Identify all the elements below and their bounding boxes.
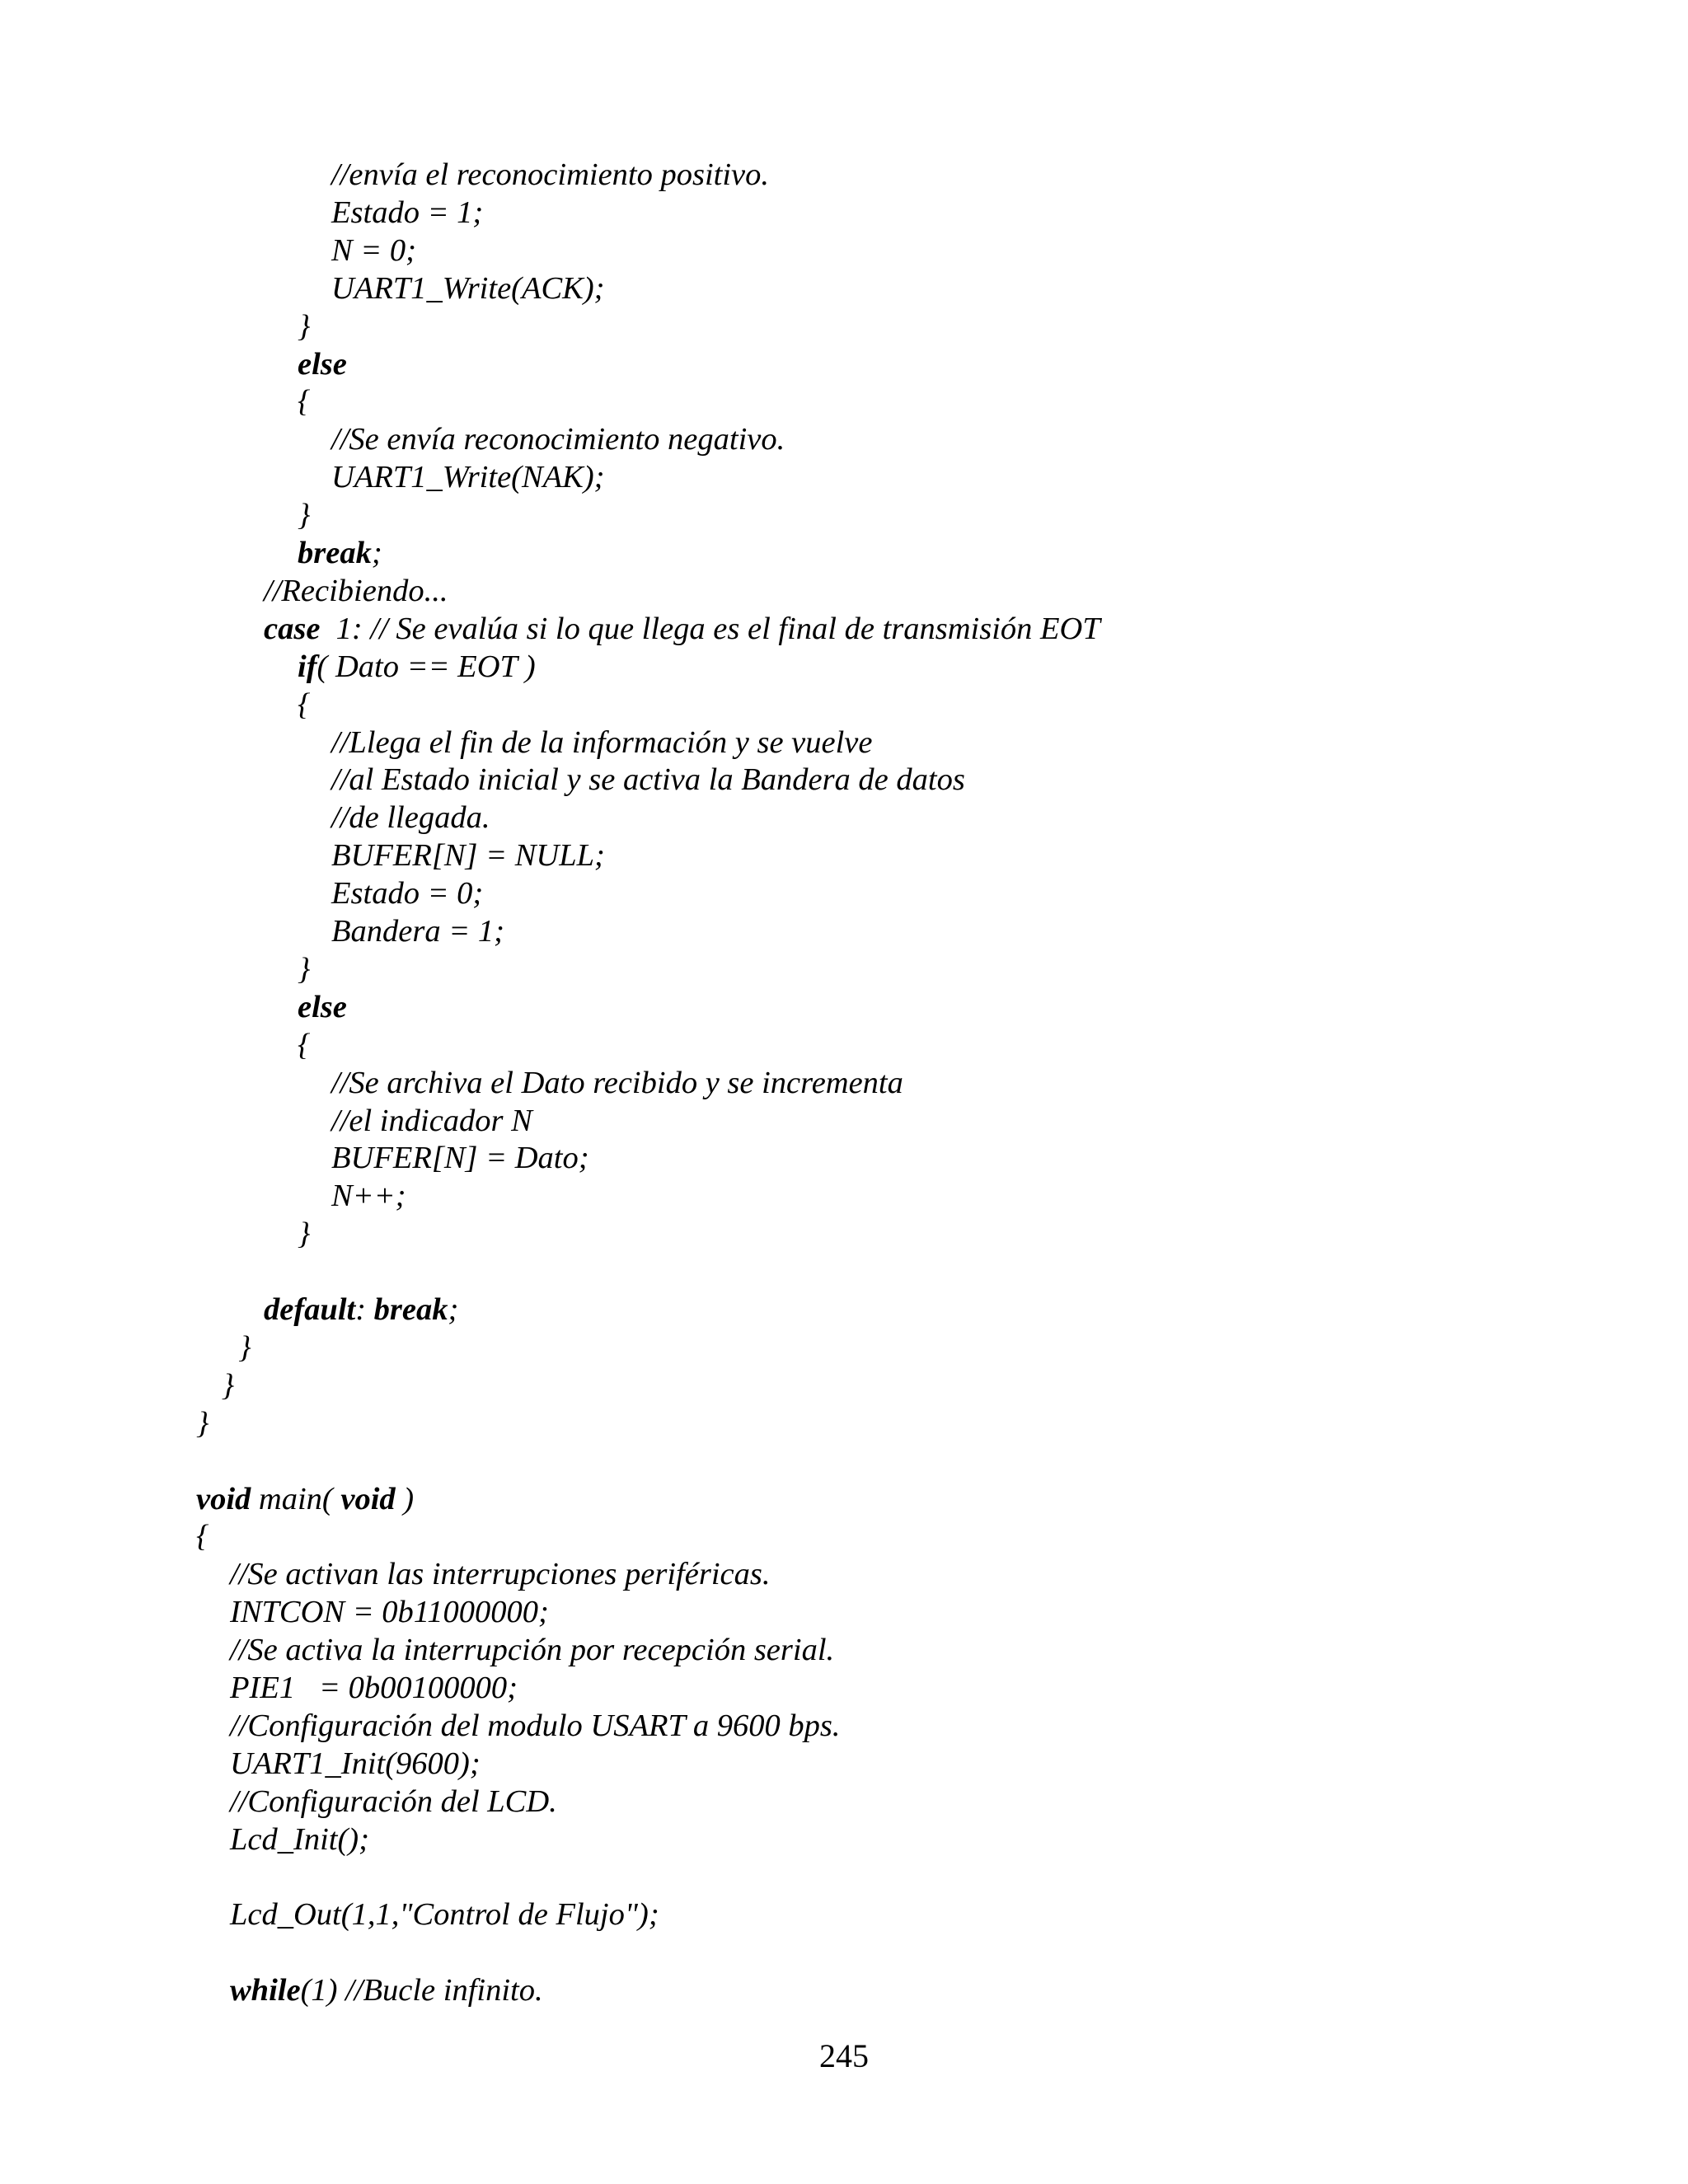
- code-line: [331, 156, 769, 194]
- code-line: [230, 1896, 659, 1933]
- code-text: main(: [251, 1481, 341, 1516]
- code-line: [230, 1669, 518, 1707]
- code-line: [331, 912, 504, 950]
- code-line: [298, 496, 310, 534]
- code-text: INTCON = 0b11000000;: [230, 1595, 549, 1630]
- code-line: [230, 1783, 557, 1821]
- code-keyword: else: [298, 346, 347, 382]
- code-text: Estado = 0;: [331, 876, 484, 912]
- code-keyword: break: [298, 536, 372, 570]
- code-text: //Se archiva el Dato recibido y se incrementa: [331, 1065, 903, 1100]
- code-text: }: [298, 498, 311, 533]
- code-text: BUFER[N] = Dato;: [331, 1141, 589, 1176]
- code-line: [331, 232, 416, 269]
- code-line: [331, 874, 483, 912]
- code-text: Bandera = 1;: [331, 914, 504, 949]
- code-line: [331, 761, 965, 799]
- code-line: [331, 837, 605, 874]
- code-line: [298, 1215, 310, 1253]
- code-text: //de llegada.: [331, 800, 490, 836]
- code-text: N = 0;: [331, 232, 416, 268]
- code-keyword: case: [264, 611, 321, 646]
- code-line: [230, 1821, 369, 1858]
- code-line: [238, 1329, 251, 1366]
- code-line: [196, 1480, 414, 1518]
- code-text: //Se activan las interrupciones periféricas.: [230, 1557, 771, 1592]
- code-line: [331, 1064, 903, 1102]
- code-text: }: [298, 1216, 311, 1252]
- code-line: [331, 799, 490, 837]
- code-text: 1: // Se evalúa si lo que llega es el final de transmisión EOT: [320, 611, 1100, 646]
- code-line: [331, 1102, 532, 1140]
- code-text: Lcd_Out(1,1,"Control de Flujo");: [230, 1897, 659, 1933]
- code-line: [196, 1404, 209, 1442]
- code-text: //Recibiendo...: [264, 573, 448, 608]
- code-text: {: [196, 1519, 209, 1554]
- code-line: [331, 1177, 406, 1215]
- code-text: }: [298, 308, 311, 344]
- code-line: [230, 1745, 481, 1783]
- code-text: {: [298, 1027, 311, 1062]
- code-text: //Configuración del modulo USART a 9600 bps.: [230, 1708, 841, 1743]
- code-keyword: void: [340, 1481, 396, 1516]
- code-line: [264, 572, 448, 610]
- code-line: [331, 420, 785, 458]
- code-line: [264, 610, 1100, 648]
- code-text: N++;: [331, 1179, 406, 1214]
- code-text: UART1_Write(NAK);: [331, 460, 605, 495]
- code-line: [230, 1707, 840, 1745]
- code-line: [298, 307, 310, 345]
- code-text: Estado = 1;: [331, 194, 484, 230]
- code-line: [331, 194, 483, 232]
- code-keyword: while: [230, 1973, 301, 2008]
- code-text: }: [298, 951, 311, 987]
- code-text: UART1_Write(ACK);: [331, 270, 605, 306]
- page-number: 245: [819, 2037, 869, 2074]
- code-line: [331, 458, 605, 496]
- code-text: {: [298, 384, 311, 419]
- code-line: [298, 1026, 310, 1064]
- code-text: PIE1 = 0b00100000;: [230, 1671, 518, 1705]
- code-text: }: [238, 1329, 251, 1365]
- code-line: [298, 382, 310, 420]
- code-line: [298, 686, 310, 724]
- code-text: //Se envía reconocimiento negativo.: [331, 422, 785, 457]
- code-line: [230, 1631, 834, 1669]
- code-text: //envía el reconocimiento positivo.: [331, 157, 770, 192]
- code-keyword: if: [298, 649, 317, 684]
- code-text: BUFER[N] = NULL;: [331, 838, 605, 874]
- code-text: //Se activa la interrupción por recepción serial.: [230, 1633, 835, 1668]
- code-text: ): [395, 1481, 415, 1516]
- code-text: }: [221, 1367, 235, 1403]
- code-text: Lcd_Init();: [230, 1821, 369, 1857]
- code-line: [230, 1971, 543, 2009]
- code-line: [230, 1555, 770, 1593]
- code-text: {: [298, 687, 311, 722]
- code-keyword: default: [264, 1292, 356, 1327]
- code-text: //Configuración del LCD.: [230, 1783, 557, 1819]
- code-text: }: [196, 1405, 209, 1441]
- code-line: [264, 1291, 458, 1329]
- code-line: [298, 345, 347, 383]
- code-line: [298, 950, 310, 988]
- code-text: //Llega el fin de la información y se vuelve: [331, 724, 873, 760]
- code-line: [298, 988, 347, 1026]
- code-keyword: void: [196, 1481, 251, 1516]
- code-line: [298, 648, 536, 686]
- code-text: //al Estado inicial y se activa la Bandera de datos: [331, 762, 965, 798]
- code-line: [298, 534, 382, 572]
- code-line: [331, 269, 605, 307]
- code-text: ;: [448, 1292, 459, 1327]
- code-text: :: [355, 1292, 374, 1327]
- code-text: ( Dato == EOT ): [316, 649, 536, 684]
- code-line: [222, 1366, 234, 1404]
- code-text: ;: [371, 536, 382, 570]
- code-text: //el indicador N: [331, 1103, 532, 1138]
- code-keyword: else: [298, 989, 347, 1024]
- code-line: [230, 1593, 549, 1631]
- code-text: (1) //Bucle infinito.: [300, 1973, 543, 2008]
- code-text: UART1_Init(9600);: [230, 1746, 481, 1781]
- code-line: [331, 724, 872, 762]
- code-line: [331, 1139, 589, 1177]
- code-keyword: break: [373, 1292, 448, 1327]
- code-line: [196, 1517, 209, 1555]
